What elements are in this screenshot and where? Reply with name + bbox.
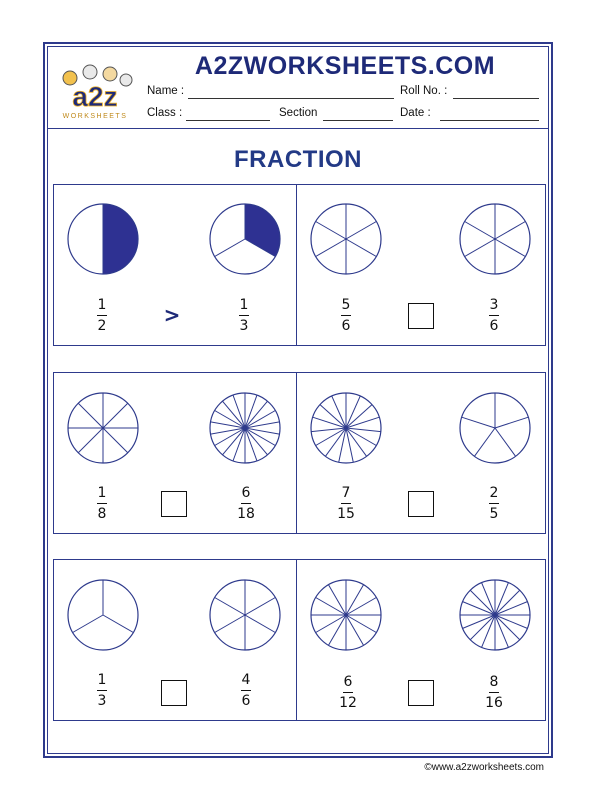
slice-divider [495,417,528,428]
fraction-circle [459,579,531,651]
fraction-circle [67,579,139,651]
denominator: 3 [97,693,107,709]
slice-divider [245,615,275,633]
slice-divider [215,598,245,616]
fraction-left [331,297,361,334]
row-3-divider [296,559,297,721]
slice-divider [103,428,128,453]
row-1-divider [296,184,297,346]
fraction-circle [209,203,281,275]
slice-divider [316,239,346,257]
slice-divider [470,590,495,615]
date-label: Date : [400,107,431,119]
slice-divider [320,405,346,428]
denominator: 2 [97,318,107,334]
denominator: 12 [339,695,357,711]
slice-divider [223,401,245,428]
numerator: 6 [343,674,353,690]
denominator: 3 [239,318,249,334]
fraction-left [87,297,117,334]
comparison-answer-box[interactable] [161,491,187,517]
roll-no-label: Roll No. : [400,85,448,97]
numerator: 2 [489,485,499,501]
numerator: 5 [341,297,351,313]
numerator: 1 [239,297,249,313]
slice-divider [103,615,133,633]
date-field[interactable] [440,120,539,121]
name-field[interactable] [188,98,394,99]
denominator: 8 [97,506,107,522]
page-title: FRACTION [234,146,362,173]
numerator: 3 [489,297,499,313]
fraction-circle [67,392,139,464]
copyright-footer: ©www.a2zworksheets.com [424,762,544,773]
denominator: 18 [237,506,255,522]
numerator: 1 [97,672,107,688]
slice-divider [316,222,346,240]
comparison-answer-box[interactable] [161,680,187,706]
fraction-left [331,485,361,522]
a2z-logo [52,62,138,124]
fraction-bar [97,690,107,691]
fraction-bar [489,315,499,316]
denominator: 16 [485,695,503,711]
fraction-left [87,485,117,522]
comparison-answer-box[interactable] [408,680,434,706]
comparison-answer-box[interactable] [408,303,434,329]
class-field[interactable] [186,120,270,121]
numerator: 1 [97,485,107,501]
row-2-divider [296,372,297,534]
comparison-answer: > [163,303,181,327]
fraction-right [479,297,509,334]
numerator: 6 [241,485,251,501]
slice-divider [465,239,495,257]
slice-divider [233,428,245,461]
name-label: Name : [147,85,185,97]
header-divider [48,128,548,129]
numerator: 4 [241,672,251,688]
fraction-bar [97,315,107,316]
slice-divider [462,417,495,428]
denominator: 5 [489,506,499,522]
slice-divider [495,428,516,456]
fraction-circle [310,392,382,464]
section-field[interactable] [323,120,393,121]
slice-divider [332,396,346,428]
slice-divider [495,615,520,640]
slice-divider [474,428,495,456]
denominator: 6 [489,318,499,334]
slice-divider [215,239,245,257]
slice-divider [223,428,245,455]
slice-divider [103,403,128,428]
numerator: 1 [97,297,107,313]
slice-divider [495,590,520,615]
shaded-slice [103,204,138,274]
slice-divider [495,239,525,257]
fraction-circle [310,203,382,275]
fraction-right [231,672,261,709]
site-name: A2ZWORKSHEETS.COM [194,52,496,80]
slice-divider [73,615,103,633]
logo-text: a2z [72,81,118,112]
slice-divider [346,396,360,428]
class-label: Class : [147,107,183,119]
fraction-bar [343,692,353,693]
slice-divider [78,428,103,453]
denominator: 15 [337,506,355,522]
fraction-right [479,485,509,522]
fraction-left [333,674,363,711]
fraction-bar [97,503,107,504]
roll-no-field[interactable] [453,98,539,99]
fraction-bar [241,503,251,504]
fraction-bar [239,315,249,316]
section-label: Section [279,107,318,119]
slice-divider [215,615,245,633]
slice-divider [470,615,495,640]
slice-divider [233,395,245,428]
fraction-circle [459,203,531,275]
fraction-bar [341,503,351,504]
fraction-circle [209,579,281,651]
slice-divider [245,428,267,455]
slice-divider [78,403,103,428]
slice-divider [346,222,376,240]
comparison-answer-box[interactable] [408,491,434,517]
fraction-circle [459,392,531,464]
slice-divider [346,239,376,257]
fraction-left [87,672,117,709]
fraction-circle [67,203,139,275]
fraction-bar [489,503,499,504]
fraction-right [231,485,261,522]
fraction-circle [209,392,281,464]
slice-divider [245,598,275,616]
slice-divider [245,401,267,428]
slice-divider [346,417,379,428]
fraction-right [229,297,259,334]
fraction-right [479,674,509,711]
slice-divider [313,417,346,428]
slice-divider [346,405,372,428]
fraction-bar [489,692,499,693]
slice-divider [495,222,525,240]
fraction-circle [310,579,382,651]
numerator: 8 [489,674,499,690]
denominator: 6 [241,693,251,709]
numerator: 7 [341,485,351,501]
slice-divider [465,222,495,240]
fraction-bar [341,315,351,316]
fraction-bar [241,690,251,691]
denominator: 6 [341,318,351,334]
logo-subtext: WORKSHEETS [62,113,128,120]
slice-divider [245,428,257,461]
slice-divider [245,395,257,428]
